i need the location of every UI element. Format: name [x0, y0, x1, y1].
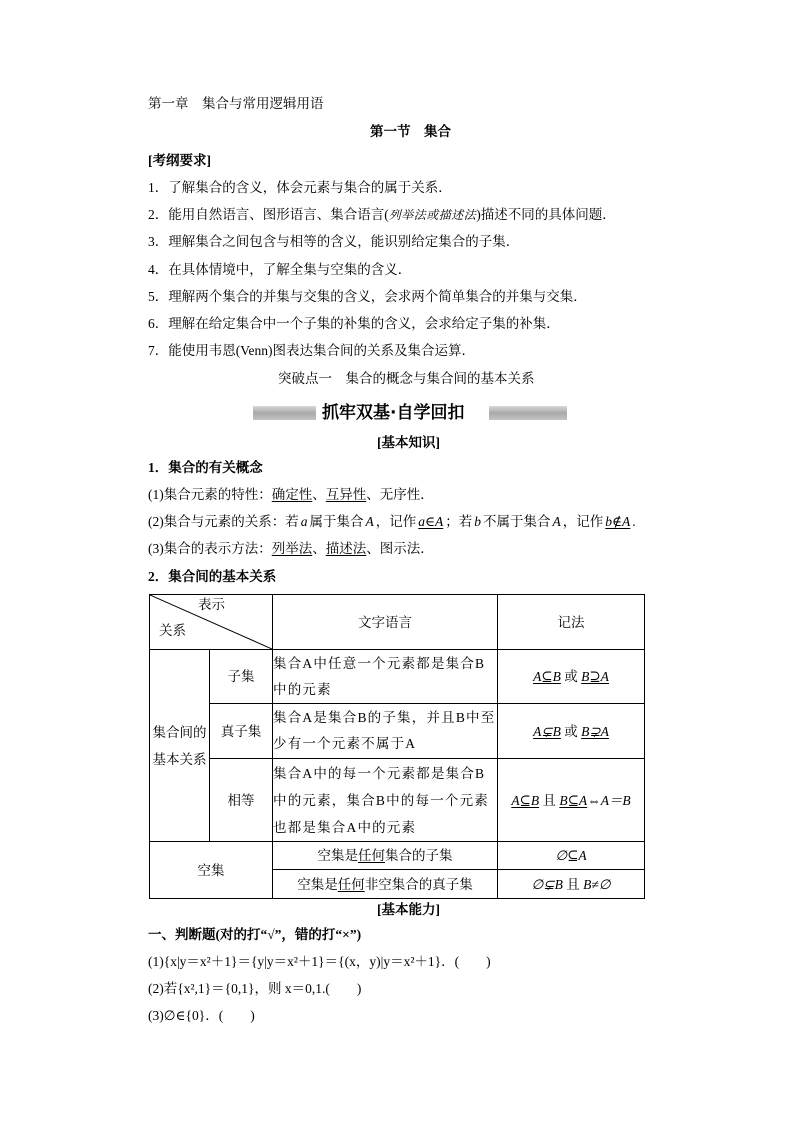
- relation-notation-equal: [498, 759, 645, 842]
- set-relations-table: [149, 594, 645, 899]
- answer-underlined: 互异性: [325, 487, 367, 502]
- text-segment: 空集是: [297, 876, 338, 892]
- text-segment: 、图示法．: [366, 541, 434, 556]
- syllabus-item-5: 5．理解两个集合的并集与交集的含义，会求两个简单集合的并集与交集．: [148, 289, 587, 304]
- syllabus-item-2: [148, 206, 616, 224]
- judge-question-3: (3)∅∈{0}．( ): [148, 1008, 255, 1023]
- syllabus-item-1: 1．了解集合的含义，体会元素与集合的属于关系．: [148, 180, 452, 195]
- syllabus-item-2-part-3: )描述不同的具体问题．: [476, 207, 616, 222]
- math-variable: b: [474, 514, 481, 529]
- math-variable: A: [365, 514, 374, 529]
- notation-connector: 且: [566, 876, 580, 892]
- syllabus-item-3: 3．理解集合之间包含与相等的含义，能识别给定集合的子集．: [148, 234, 520, 249]
- notation-part: B⊆A: [559, 792, 588, 808]
- answer-underlined: 描述法: [325, 541, 367, 556]
- table-header-row: [150, 595, 645, 650]
- relation-notation-empty-set-1: [498, 842, 645, 870]
- relation-desc-empty-set-1: [273, 842, 498, 870]
- relation-name-proper-subset: 真子集: [210, 704, 273, 759]
- banner-text: 抓牢双基·自学回扣: [322, 403, 465, 423]
- notation-part: A⊆B: [511, 792, 540, 808]
- concepts-line-1: [148, 486, 434, 503]
- text-segment: 集合的子集: [385, 848, 453, 863]
- syllabus-item-2-part-1: 2．能用自然语言、图形语言、集合语言(: [148, 207, 389, 222]
- notation-part: A⊆B: [533, 669, 561, 684]
- banner-left-bar: [253, 406, 316, 420]
- section-title: 第一节 集合: [370, 124, 451, 139]
- chapter-title: 第一章 集合与常用逻辑用语: [148, 96, 324, 111]
- concepts-heading: 1．集合的有关概念: [148, 460, 263, 475]
- answer-underlined: 任何: [358, 848, 385, 863]
- concepts-line-3: [148, 540, 434, 557]
- notation-part: A⊊B: [533, 723, 561, 739]
- judge-question-2: (2)若{x²,1}＝{0,1}，则 x＝0,1.( ): [148, 981, 362, 996]
- table-row-subset: [150, 650, 645, 704]
- column-header-notation: 记法: [498, 595, 645, 650]
- basic-knowledge-heading: [基本知识]: [377, 435, 440, 450]
- notation-connector: 或: [564, 723, 578, 739]
- relation-name-subset: 子集: [210, 650, 273, 704]
- notation-part: ⇔A＝B: [587, 792, 631, 808]
- relation-desc-proper-subset: 集合A是集合B的子集，并且B中至少有一个元素不属于A: [273, 704, 498, 759]
- text-segment: .: [632, 514, 636, 529]
- answer-underlined: 确定性: [271, 487, 313, 502]
- banner-right-bar: [489, 406, 567, 420]
- judge-question-1: (1){x|y＝x²＋1}＝{y|y＝x²＋1}＝{(x，y)|y＝x²＋1}．( ): [148, 954, 491, 969]
- column-header-text: 文字语言: [273, 595, 498, 650]
- notation-connector: 或: [564, 669, 578, 684]
- text-segment: (3)集合的表示方法：: [148, 541, 272, 556]
- notation-part: B⊇A: [581, 669, 609, 684]
- text-segment: (2)集合与元素的关系：若: [148, 514, 299, 529]
- answer-underlined: a∈A: [418, 514, 444, 529]
- relation-desc-equal: 集合A中的每一个元素都是集合B中的元素，集合B中的每一个元素也都是集合A中的元素: [273, 759, 498, 842]
- syllabus-item-4: 4．在具体情境中，了解全集与空集的含义．: [148, 262, 412, 277]
- notation-connector: 且: [542, 792, 556, 808]
- relation-name-empty-set: 空集: [150, 842, 273, 899]
- notation-part: B≠∅: [583, 876, 611, 892]
- text-segment: ，记作: [375, 514, 417, 529]
- answer-underlined: 任何: [337, 876, 365, 892]
- relation-notation-empty-set-2: [498, 870, 645, 899]
- text-segment: 空集是: [317, 848, 358, 863]
- text-segment: 属于集合: [309, 514, 364, 529]
- relation-name-equal: 相等: [210, 759, 273, 842]
- math-variable: a: [300, 514, 308, 529]
- answer-underlined: b∉A: [605, 514, 631, 529]
- table-row-equal: [150, 759, 645, 842]
- text-segment: 、无序性．: [366, 487, 434, 502]
- relation-desc-subset: 集合A中任意一个元素都是集合B中的元素: [273, 650, 498, 704]
- text-segment: ，记作: [562, 514, 604, 529]
- text-segment: 非空集合的真子集: [364, 876, 473, 892]
- group-label-cell: 集合间的基本关系: [150, 650, 210, 842]
- text-segment: 、: [312, 541, 326, 556]
- relation-desc-empty-set-2: [273, 870, 498, 899]
- text-segment: ；若: [445, 514, 473, 529]
- notation-part: ∅⊆A: [555, 848, 587, 863]
- breakthrough-title: 突破点一 集合的概念与集合间的基本关系: [278, 371, 535, 386]
- relation-notation-subset: [498, 650, 645, 704]
- concepts-line-2: [148, 513, 636, 530]
- judge-heading: 一、判断题(对的打“√”，错的打“×”): [148, 927, 362, 942]
- syllabus-item-2-part-2: 列举法或描述法: [388, 208, 477, 222]
- text-segment: (1)集合元素的特性：: [148, 487, 272, 502]
- syllabus-heading: [考纲要求]: [148, 153, 211, 168]
- diagonal-header-bottom: 关系: [159, 623, 186, 638]
- text-segment: 不属于集合: [483, 514, 551, 529]
- table-row-proper-subset: [150, 704, 645, 759]
- answer-underlined: 列举法: [271, 541, 313, 556]
- basic-ability-heading: [基本能力]: [377, 902, 440, 917]
- math-variable: A: [552, 514, 561, 529]
- diagonal-header-cell: [150, 595, 273, 650]
- relation-notation-proper-subset: [498, 704, 645, 759]
- notation-part: B⊋A: [581, 723, 609, 739]
- diagonal-header-top: 表示: [198, 597, 225, 612]
- notation-part: ∅⊊B: [531, 876, 563, 892]
- text-segment: 、: [312, 487, 326, 502]
- syllabus-item-6: 6．理解在给定集合中一个子集的补集的含义，会求给定子集的补集．: [148, 316, 560, 331]
- section-banner: [253, 403, 567, 423]
- table-row-empty-set-1: [150, 842, 645, 870]
- relations-heading: 2．集合间的基本关系: [148, 569, 277, 584]
- syllabus-item-7: 7．能使用韦恩(Venn)图表达集合间的关系及集合运算．: [148, 343, 475, 358]
